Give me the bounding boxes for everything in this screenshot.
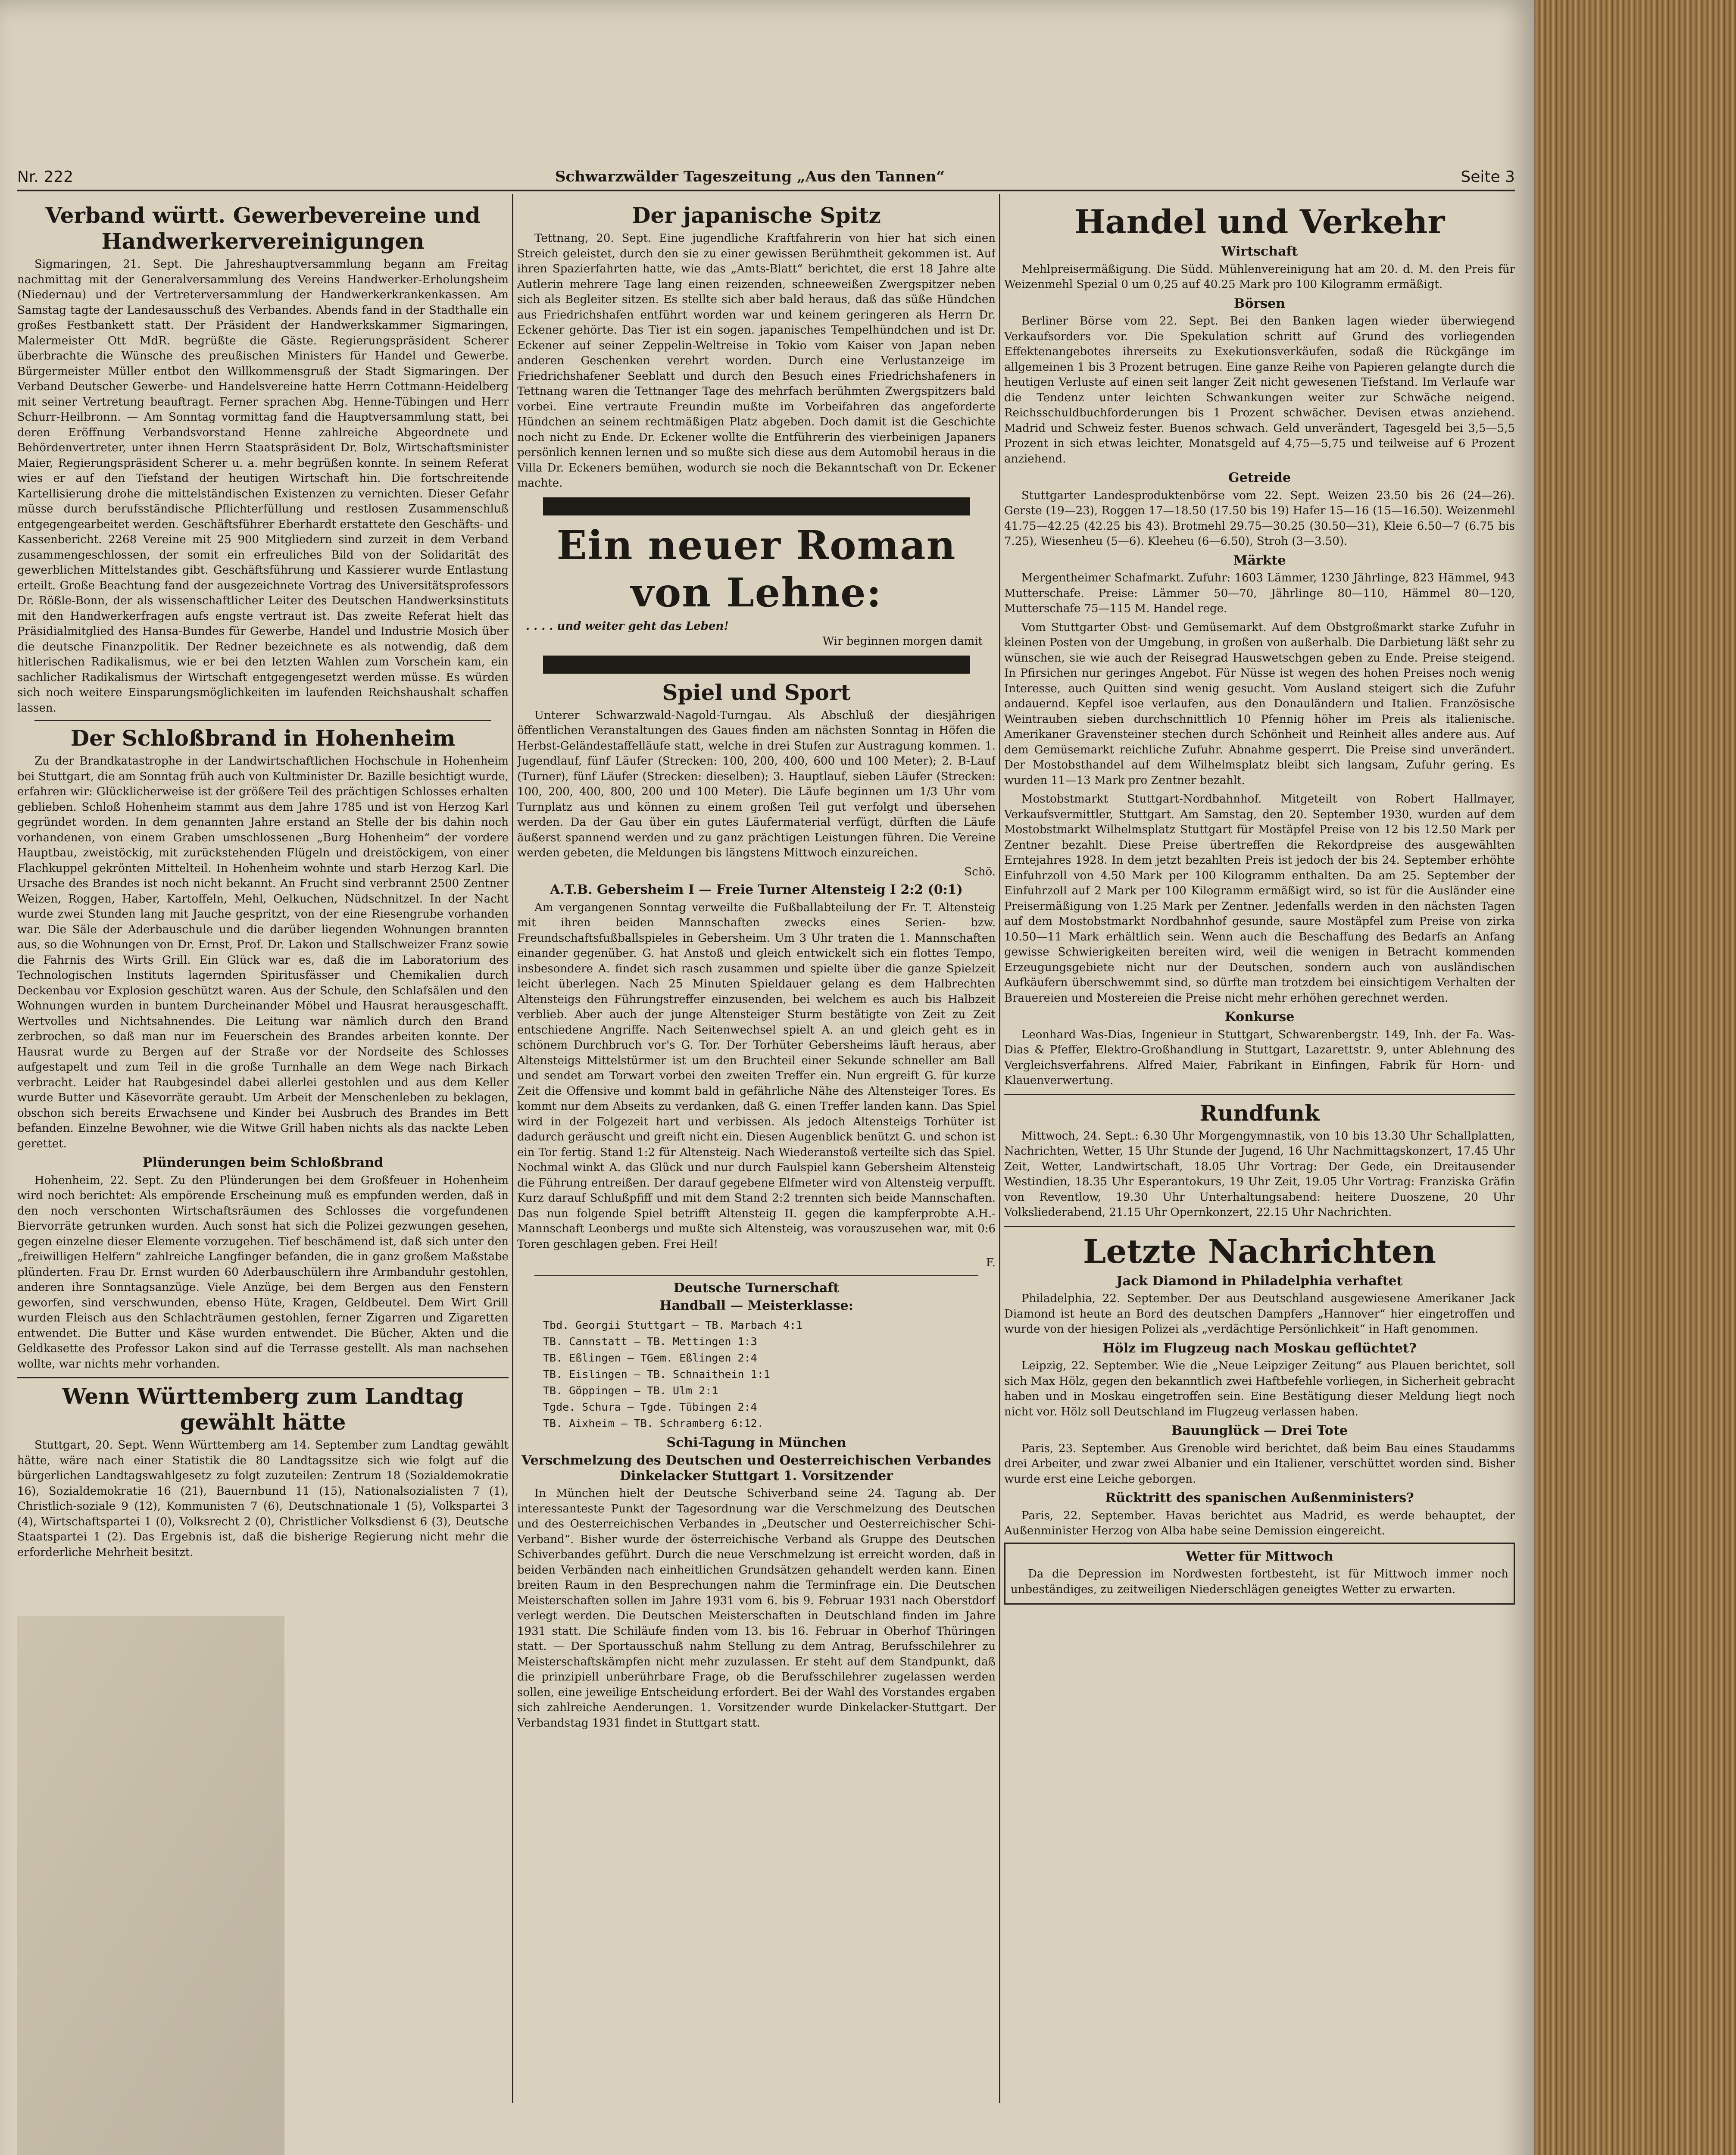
- article-title: Der Schloßbrand in Hohenheim: [70, 725, 456, 751]
- black-bar: [543, 656, 970, 674]
- article-paragraph: Leipzig, 22. September. Wie die „Neue Leipziger Zeitung“ aus Plauen berichtet, soll sich Max Hölz, gegen den bekanntlich zwei Haftbefehle vorliegen, in Sicherheit gebracht haben und in Moskau eingetroffen sein. Eine Bestätigung dieser Meldung liegt noch nicht vor. Hölz soll Deutschland im Flugzeug verlassen haben.: [1004, 1359, 1515, 1418]
- weather-title: Wetter für Mittwoch: [1186, 1549, 1333, 1564]
- result-row: Tgde. Schura — Tgde. Tübingen 2:4: [543, 1400, 757, 1413]
- advert-subtitle: . . . . und weiter geht das Leben!: [526, 619, 729, 633]
- article-subtitle: Bauunglück — Drei Tote: [1171, 1423, 1348, 1438]
- page-header: [17, 159, 1515, 191]
- page-number: Seite 3: [1461, 168, 1515, 186]
- column-2: [517, 198, 996, 2103]
- column-rule: [512, 194, 513, 2103]
- article-paragraph: Berliner Börse vom 22. Sept. Bei den Banken lagen wieder überwiegend Verkaufsorders vor. Die Spekulation schritt auf Grund des vorliegenden Effektenangebotes ihrerseits zu Exekutionsverkäufen, sodaß die Rückgänge im allgemeinen 1 bis 3 Prozent betrugen. Eine ganze Reihe von Papieren gelangte durch die heutigen Verluste auf einen seit langer Zeit nicht gewesenen Tiefstand. Im Verlaufe war die Tendenz unter leichten Schwankungen weiter zur Schwäche neigend. Reichsschuldbuchforderungen bis 1 Prozent schwächer. Devisen etwas anziehend. Madrid und Schweiz fester. Buenos schwach. Geld unverändert, Tagesgeld bei 3,5—5,5 Prozent in sich etwas leichter, Monatsgeld auf 4,75—5,75 und teilweise auf 6 Prozent anziehend.: [1004, 315, 1515, 465]
- article-paragraph: Mehlpreisermäßigung. Die Südd. Mühlenvereinigung hat am 20. d. M. den Preis für Weizenmehl Spezial 0 um 0,25 auf 40.25 Mark pro 100 Kilogramm ermäßigt.: [1004, 262, 1515, 291]
- article-paragraph: Tettnang, 20. Sept. Eine jugendliche Kraftfahrerin von hier hat sich einen Streich geleistet, durch den sie zu einer gewissen Berühmtheit gekommen ist. Auf ihren Spazierfahrten hatte, wie das „Amts-Blatt“ berichtet, die erst 18 Jahre alte Autlerin mehrere Tage lang einen reizenden, schneeweißen Zwergspitzer neben sich als Begleiter sitzen. Es stellte sich aber bald heraus, daß das süße Hündchen aus Friedrichshafen entführt worden war und keinem geringeren als Herrn Dr. Eckener gehörte. Das Tier ist ein sogen. japanisches Tempelhündchen und ist Dr. Eckener auf seiner Zeppelin-Weltreise in Tokio vom Kaiser von Japan neben anderen Geschenken verehrt worden. Durch eine Verlustanzeige im Friedrichshafener Seeblatt und durch den Besuch eines Friedrichshafeners in Tettnang waren die Tettnanger Tage des mehrfach berühmten Zwergspitzers bald vorbei. Eine vertraute Freundin mußte im Vorbeifahren das angeforderte Hündchen an seinem rechtmäßigen Platz abgeben. Doch damit ist die Geschichte noch nicht zu Ende. Dr. Eckener wollte die Entführerin des vierbeinigen Japaners persönlich kennen lernen und so mußte sich diese aus dem Automobil heraus in die Villa Dr. Eckeners bemühen, wodurch sie noch die Bekanntschaft von Dr. Eckener machte.: [517, 232, 996, 490]
- article-subtitle: Rücktritt des spanischen Außenministers?: [1105, 1490, 1414, 1505]
- article-paragraph: Am vergangenen Sonntag verweilte die Fußballabteilung der Fr. T. Altensteig mit ihren beiden Mannschaften zwecks eines Serien- bzw. Freundschaftsfußballspieles in Gebersheim. Um 3 Uhr traten die 1. Mannschaften einander gegenüber. G. hat Anstoß und gleich entwickelt sich ein flottes Tempo, insbesondere A. findet sich rasch zusammen und spielte über die ganze Spielzeit leicht überlegen. Nach 25 Minuten Spieldauer gelang es dem Halbrechten Altensteigs den Führungstreffer einzusenden, bei welchem es auch bis Halbzeit verblieb. Aber auch der junge Altensteiger Sturm bestätigte von Zeit zu Zeit entschiedene Angriffe. Nach Seitenwechsel spielt A. an und gleich geht es in schönem Durchbruch vor's G. Tor. Der Torhüter Gebersheims läuft heraus, aber Altensteigs Mittelstürmer ist um den Bruchteil einer Sekunde schneller am Ball und sendet am Torwart vorbei den zweiten Treffer ein. Nun ergreift G. für kurze Zeit die Offensive und kommt bald in gefährliche Nähe des Altensteiger Tores. Es kommt nur dem Abseits zu verdanken, daß G. einen Treffer landen kann. Das Spiel wird in der Folgezeit hart und verbissen. Als jedoch Altensteigs Torhüter ist dadurch geräuscht und greift nicht ein. Diesen Augenblick benützt G. und schon ist ein Tor fertig. Stand 1:2 für Altensteig. Nach Wiederanstoß verteilte sich das Spiel. Nochmal winkt A. das Glück und nur durch Faulspiel kann Gebersheim Altensteig die Führung entreißen. Der darauf gegebene Elfmeter wird von Altensteig verpufft. Kurz darauf Schlußpfiff und mit dem Stand 2:2 trennten sich beide Mannschaften. Das nun folgende Spiel betrifft Altensteig II. gegen die kampferprobte A.H.-Mannschaft Leonbergs und mußte sich Altensteig, was vorauszusehen war, mit 0:6 Toren geschlagen geben. Frei Heil!: [517, 901, 996, 1251]
- section-subtitle: Wirtschaft: [1221, 244, 1298, 259]
- article-subtitle: Jack Diamond in Philadelphia verhaftet: [1116, 1273, 1403, 1289]
- result-row: TB. Eßlingen — TGem. Eßlingen 2:4: [543, 1351, 757, 1364]
- black-bar: [543, 497, 970, 515]
- divider: [534, 1275, 978, 1276]
- match-heading: A.T.B. Gebersheim I — Freie Turner Altensteig I 2:2 (0:1): [550, 882, 963, 897]
- result-row: Tbd. Georgii Stuttgart — TB. Marbach 4:1: [543, 1318, 803, 1331]
- article-title: Verband württ. Gewerbevereine und Handwerkervereinigungen: [45, 203, 481, 254]
- article-paragraph: Unterer Schwarzwald-Nagold-Turngau. Als Abschluß der diesjährigen öffentlichen Veranstaltungen des Gaues finden am nächsten Sonntag in Höfen die Herbst-Geländestaffelläufe statt, welche in drei Stufen zur Austragung kommen. 1. Jugendlauf, fünf Läufer (Strecken: 100, 200, 400, 600 und 100 Meter); 2. B-Lauf (Turner), fünf Läufer (Strecken: dieselben); 3. Hauptlauf, sieben Läufer (Strecken: 100, 200, 400, 800, 200 und 100 Meter). Die Läufe beginnen um 1/3 Uhr vom Turnplatz aus und können zu einem großen Teil gut verfolgt und übersehen werden. Da der Gau über ein gutes Läufermaterial verfügt, dürften die Läufe äußerst spannend werden und zu ganz prächtigen Leistungen führen. Die Vereine werden gebeten, die Meldungen bis längstens Mittwoch einzureichen.: [517, 709, 996, 859]
- section-subtitle: Börsen: [1234, 296, 1285, 311]
- results-list: [543, 1317, 970, 1432]
- masthead: Schwarzwälder Tageszeitung „Aus den Tannen“: [555, 168, 945, 185]
- weather-box: [1004, 1543, 1515, 1605]
- section-title: Letzte Nachrichten: [1083, 1232, 1436, 1271]
- result-row: TB. Cannstatt — TB. Mettingen 1:3: [543, 1335, 757, 1348]
- weather-text: Da die Depression im Nordwesten fortbesteht, ist für Mittwoch immer noch unbeständiges, zu zeitweiligen Niederschlägen geneigtes Wetter zu erwarten.: [1011, 1568, 1508, 1596]
- article-paragraph: Leonhard Was-Dias, Ingenieur in Stuttgart, Schwarenbergstr. 149, Inh. der Fa. Was-Dias & Pfeffer, Elektro-Großhandlung in Stuttgart, Lazarettstr. 9, unter Ablehnung des Vergleichsverfahrens. Alfred Maier, Fabrikant in Einfingen, Fabrik für Horn- und Klauenverwertung.: [1004, 1028, 1515, 1087]
- article-paragraph: Paris, 22. September. Havas berichtet aus Madrid, es werde behauptet, der Außenminister Herzog von Alba habe seine Demission eingereicht.: [1004, 1509, 1515, 1537]
- results-subtitle: Handball — Meisterklasse:: [659, 1298, 853, 1313]
- divider: [17, 1377, 509, 1378]
- issue-number: Nr. 222: [17, 168, 74, 186]
- article-paragraph: Stuttgart, 20. Sept. Wenn Württemberg am 14. September zum Landtag gewählt hätte, wäre nach einer Statistik die 80 Landtagssitze sich wie folgt auf die bürgerlichen Landtagswahlgesetz zu folgt zuzuteilen: Zentrum 18 (Sozialdemokratie 16), Sozialdemokratie 16 (21), Bauernbund 11 (15), Nationalsozialisten 7 (1), Christlich-soziale 9 (12), Kommunisten 7 (6), Deutschnationale 1 (5), Volkspartei 3 (4), Wirtschaftspartei 1 (0), Volksrecht 2 (0), Christlicher Volksdienst 6 (3), Deutsche Staatspartei 1 (2). Das Ergebnis ist, daß die bisherige Regierung nicht mehr die erforderliche Mehrheit besitzt.: [17, 1439, 509, 1559]
- article-paragraph: Philadelphia, 22. September. Der aus Deutschland ausgewiesene Amerikaner Jack Diamond ist heute an Bord des deutschen Dampfers „Hannover“ hier eingetroffen und wurde von der hiesigen Polizei als „verdächtige Persönlichkeit“ in Haft genommen.: [1004, 1292, 1515, 1336]
- column-rule: [999, 194, 1000, 2103]
- article-paragraph: Mittwoch, 24. Sept.: 6.30 Uhr Morgengymnastik, von 10 bis 13.30 Uhr Schallplatten, Nachrichten, Wetter, 15 Uhr Stunde der Jugend, 16 Uhr Nachmittagskonzert, 17.45 Uhr Zeit, Wetter, Landwirtschaft, 18.05 Uhr Vortrag: Der Gede, ein Dreitausender Westindien, 18.35 Uhr Esperantokurs, 19 Uhr Zeit, 19.05 Uhr Vortrag: Franziska Gräfin von Reventlow, 19.30 Uhr Unterhaltungsabend: heitere Duoszene, 20 Uhr Volksliederabend, 21.15 Uhr Opernkonzert, 22.15 Uhr Nachrichten.: [1004, 1129, 1515, 1219]
- article-paragraph: Mostobstmarkt Stuttgart-Nordbahnhof. Mitgeteilt von Robert Hallmayer, Verkaufsvermittler, Stuttgart. Am Samstag, den 20. September 1930, wurden auf dem Mostobstmarkt Wilhelmsplatz Stuttgart für Mostäpfel Preise von 12 bis 12.50 Mark per Zentner bezahlt. Diese Preise übertreffen die Rekordpreise des ausgewählten Erntejahres 1928. In dem jetzt bezahlten Preis ist jedoch der bis 24. September erhöhte Einfuhrzoll von 4.50 Mark per 100 Kilogramm enthalten. Da am 25. September der Einfuhrzoll auf 2 Mark per 100 Kilogramm ermäßigt wird, so ist für die Ausländer eine Preisermäßigung von 1.25 Mark per Zentner. Jedenfalls werden in den nächsten Tagen auf dem Mostobstmarkt Nordbahnhof gesunde, saure Mostäpfel zum Preise von zirka 10.50—11 Mark erhältlich sein. Wenn auch die Beschaffung des Bedarfs an Anfang gewisse Schwierigkeiten bereiten wird, weil die wenigen in Betracht kommenden Erzeugungsgebiete nicht nur der Deutschen, sondern auch von ausländischen Aufkäufern überschwemmt sind, so dürfte man trotzdem bei einsichtigem Verhalten der Brauereien und Mostereien die Preise nicht mehr erhöhen gerechnet werden.: [1004, 793, 1515, 1005]
- article-title: Wenn Württemberg zum Landtag gewählt hätte: [62, 1384, 464, 1435]
- article-subtitle: Hölz im Flugzeug nach Moskau geflüchtet?: [1102, 1340, 1417, 1356]
- section-subtitle: Konkurse: [1224, 1009, 1295, 1024]
- results-title: Deutsche Turnerschaft: [673, 1280, 840, 1296]
- book-spine: [1534, 0, 1736, 2155]
- advert-note: Wir beginnen morgen damit: [822, 635, 983, 648]
- result-row: TB. Eislingen — TB. Schnaithein 1:1: [543, 1368, 770, 1380]
- divider: [1004, 1094, 1515, 1095]
- article-paragraph: Vom Stuttgarter Obst- und Gemüsemarkt. Auf dem Obstgroßmarkt starke Zufuhr in kleinen Posten von der Umgebung, in großen von außerhalb. Die Darbietung läßt sehr zu wünschen, sie wie auch der Reisegrad Hauswetschgen geben zu Ende. Preise steigend. In Pfirsichen nur geringes Angebot. Für Nüsse ist wegen des hohen Preises noch wenig Interesse, auch Quitten sind wenig gesucht. Vom Ausland steigert sich die Zufuhr andauernd. Kepfel isoe verlaufen, aus den Donauländern und Italien. Französische Weintrauben sieben durchschnittlich 10 Pfennig höher im Preis als italienische. Amerikaner Gravensteiner stechen durch Schönheit und Reinheit alles andere aus. Auf dem Gemüsemarkt reichliche Zufuhr. Abnahme gesperrt. Die Preise sind unverändert. Der Mostobsthandel auf dem Wilhelmsplatz bleibt sich langsam, Zufuhr gering. Es wurden 11—13 Mark pro Zentner bezahlt.: [1004, 621, 1515, 787]
- article-title: Schi-Tagung in München: [666, 1435, 846, 1450]
- article-title: Der japanische Spitz: [632, 203, 881, 228]
- advert-title: Ein neuer Roman von Lehne:: [556, 522, 956, 616]
- section-title: Spiel und Sport: [662, 679, 851, 705]
- signature: Schö.: [964, 865, 996, 878]
- column-1: [17, 198, 509, 2103]
- divider: [34, 720, 491, 721]
- article-paragraph: Sigmaringen, 21. Sept. Die Jahreshauptversammlung begann am Freitag nachmittag mit der Generalversammlung des Vereins Handwerker-Erholungsheim (Niedernau) und der Vertreterversammlung der Handwerkerkrankenkassen. Am Samstag tagte der Landesausschuß des Verbandes. Abends fand in der Stadthalle ein großes Festbankett statt. Der Präsident der Handwerkskammer Sigmaringen, Malermeister Ott MdR. begrüßte die Gäste. Regierungspräsident Scherer überbrachte die Wünsche des preußischen Ministers für Handel und Gewerbe. Bürgermeister Müller entbot den Willkommensgruß der Stadt Sigmaringen. Der Verband Deutscher Gewerbe- und Handelsvereine hatte Herrn Cottmann-Heidelberg mit seiner Vertretung beauftragt. Ferner sprachen Abg. Henne-Tübingen und Herr Schurr-Heilbronn. — Am Sonntag vormittag fand die Hauptversammlung statt, bei deren Eröffnung Verbandsvorstand Henne zahlreiche Abgeordnete und Behördenvertreter, unter ihnen Herrn Staatspräsident Dr. Bolz, Wirtschaftsminister Maier, Regierungspräsident Scherer u. a. mehr begrüßen konnte. In seinem Referat wies er auf den Tiefstand der heutigen Wirtschaft hin. Die fortschreitende Kartellisierung drohe die mittelständischen Existenzen zu vernichten. Dieser Gefahr müsse durch berufsständische Pflichterfüllung und restlosen Zusammenschluß entgegengearbeitet werden. Geschäftsführer Eberhardt erstattete den Geschäfts- und Kassenbericht. 2268 Vereine mit 25 900 Mitgliedern sind zurzeit in dem Verband zusammengeschlossen, der somit ein erfreuliches Bild von der Solidarität des gewerblichen Mittelstandes gibt. Geschäftsführung und Kassierer wurde Entlastung erteilt. Große Beachtung fand der ausgezeichnete Vortrag des Universitätsprofessors Dr. Rößle-Bonn, der als wissenschaftlicher Leiter des Deutschen Handwerksinstituts mit den Handwerkerfragen aufs engste vertraut ist. Das zweite Referat hielt das Präsidialmitglied des Hansa-Bundes für Gewerbe, Handel und Industrie Mosich über die deutsche Finanzpolitik. Der Redner bezeichnete es als notwendig, daß dem hitlerischen Radikalismus, wie er bei den letzten Wahlen zum Vorschein kam, ein sachlicher Radikalismus der Wirtschaft entgegengesetzt werden müsse. Es würden sich noch weitere Einsparungsmöglichkeiten im laufenden Reichshaushalt schaffen lassen.: [17, 258, 509, 715]
- article-paragraph: In München hielt der Deutsche Schiverband seine 24. Tagung ab. Der interessanteste Punkt der Tagesordnung war die Verschmelzung des Deutschen und des Oesterreichischen Verbandes in „Deutscher und Oesterreichischer Schi-Verband“. Bisher wurde der österreichische Verband als Gruppe des Deutschen Schiverbandes geführt. Durch die neue Verschmelzung ist erreicht worden, daß in beiden Verbänden nach einheitlichen Grundsätzen gehandelt werden kann. Einen breiten Raum in den Besprechungen nahm die Terminfrage ein. Die Deutschen Meisterschaften sollen im Jahre 1931 vom 6. bis 9. Februar 1931 nach Oberstdorf verlegt werden. Die Deutschen Meisterschaften in Deutschland finden im Jahre 1931 statt. Die Schiläufe finden vom 13. bis 16. Februar in Oberhof Thüringen statt. — Der Sportausschuß nahm Stellung zu dem Antrag, Berufsschilehrer zu Meisterschaftskämpfen nicht mehr zuzulassen. Er steht auf dem Standpunkt, daß die prinzipiell unberührbare Frage, ob die Berufsschilehrer zugelassen werden sollen, eine jeweilige Entscheidung erfordert. Bei der Wahl des Vorstandes ergaben sich zahlreiche Aenderungen. 1. Vorsitzender wurde Dinkelacker-Stuttgart. Der Verbandstag 1931 findet in Stuttgart statt.: [517, 1487, 996, 1730]
- article-subtitle: Verschmelzung des Deutschen und Oesterreichischen Verbandes Dinkelacker Stuttgart 1. Vorsitzender: [521, 1453, 991, 1484]
- section-title: Handel und Verkehr: [1074, 203, 1445, 241]
- article-paragraph: Zu der Brandkatastrophe in der Landwirtschaftlichen Hochschule in Hohenheim bei Stuttgart, die am Sonntag früh auch von Kultminister Dr. Bazille besichtigt wurde, erfahren wir: Glücklicherweise ist der größere Teil des prächtigen Schlosses erhalten geblieben. Schloß Hohenheim stammt aus dem Jahre 1785 und ist von Herzog Karl gegründet worden. In dem genannten Jahre erstand an Stelle der bis dahin noch vorhandenen, von einem Graben umschlossenen „Burg Hohenheim“ der vordere Hauptbau, zweistöckig, mit zurückstehenden Flügeln und dreistöckigem, von einer Flachkuppel gekrönten Mittelteil. In Hohenheim wohnte und starb Herzog Karl. Die Ursache des Brandes ist noch nicht bekannt. An Frucht sind verbrannt 2500 Zentner Weizen, Roggen, Haber, Kartoffeln, Mehl, Oelkuchen, Nüdschnitzel. In der Nacht wurde zwei Stunden lang mit Jauche gespritzt, von der eine Riesengrube vorhanden war. Die Säle der Aderbauschule und die darüber liegenden Wohnungen brannten aus, so die Wohnungen von Dr. Ernst, Prof. Dr. Lakon und Stallschweizer Franz sowie die Fahrnis des Wirts Grill. Ein Glück war es, daß die im Laboratorium des Technologischen Instituts lagernden Spiritusfässer und Chemikalien durch Deckenbau vor Explosion geschützt waren. Aus der Schule, den Schlafsälen und den Wohnungen wurden in buntem Durcheinander Möbel und Hausrat herausgeschafft. Wertvolles und Nichtsahnendes. Die Leitung war nämlich durch den Brand zerbrochen, so daß man nur im Feuerschein des Brandes arbeiten konnte. Der Hausrat wurde zu Bergen auf der Straße vor der Nordseite des Schlosses aufgestapelt und zum Teil in die große Turnhalle an dem Wege nach Birkach verbracht. Leider hat Raubgesindel dabei allerlei gestohlen und aus dem Keller wurde Butter und Käsevorräte geraubt. Um Arbeit der Menschenleben zu beklagen, obschon sich bereits Erwachsene und Kinder bei Ausbruch des Brandes im Bett befanden. Einzelne Bewohner, wie die Witwe Grill haben nichts als das nackte Leben gerettet.: [17, 755, 509, 1150]
- article-paragraph: Mergentheimer Schafmarkt. Zufuhr: 1603 Lämmer, 1230 Jährlinge, 823 Hämmel, 943 Mutterschafe. Preise: Lämmer 50—70, Jährlinge 80—110, Hämmel 80—120, Mutterschafe 75—115 M. Handel rege.: [1004, 572, 1515, 615]
- article-paragraph: Stuttgarter Landesproduktenbörse vom 22. Sept. Weizen 23.50 bis 26 (24—26). Gerste (19—23), Roggen 17—18.50 (17.50 bis 19) Hafer 15—16 (15—16.50). Weizenmehl 41.75—42.25 (42.25 bis 43). Brotmehl 29.75—30.25 (30.50—31), Kleie 6.50—7 (6.75 bis 7.25), Wiesenheu (5—6). Kleeheu (6—6.50), Stroh (3—3.50).: [1004, 489, 1515, 548]
- result-row: TB. Göppingen — TB. Ulm 2:1: [543, 1384, 718, 1397]
- signature: F.: [986, 1256, 996, 1269]
- article-paragraph: Paris, 23. September. Aus Grenoble wird berichtet, daß beim Bau eines Staudamms drei Arbeiter, und zwar zwei Albanier und ein Italiener, verschüttet worden sind. Bisher wurde erst eine Leiche geborgen.: [1004, 1442, 1515, 1486]
- section-title: Rundfunk: [1199, 1100, 1320, 1126]
- result-row: TB. Aixheim — TB. Schramberg 6:12.: [543, 1417, 764, 1430]
- article-subtitle: Plünderungen beim Schloßbrand: [143, 1155, 383, 1170]
- section-subtitle: Märkte: [1233, 553, 1286, 568]
- article-paragraph: Hohenheim, 22. Sept. Zu den Plünderungen bei dem Großfeuer in Hohenheim wird noch berichtet: Als empörende Erscheinung muß es empfunden werden, daß in den noch verschonten Wirtschaftsräumen des Schlosses die vorgefundenen Biervorräte getrunken wurden. Auch sonst hat sich die Polizei gezwungen gesehen, gegen einzelne dieser Elemente vorzugehen. Tief beschämend ist, daß sich unter den „freiwilligen Helfern“ zahlreiche Langfinger befanden, die in ganz großem Maßstabe plünderten. Frau Dr. Ernst wurden 60 Aderbauschülern ihre Armbanduhr gestohlen, anderen ihre Sonntagsanzüge. Viele Anzüge, bei dem Bergen aus den Fenstern geworfen, sind verschwunden, ebenso Hüte, Kragen, Geldbeutel. Dem Wirt Grill wurden Fleisch aus den Schlachträumen gestohlen, ferner Zigarren und Zigaretten entwendet. Die Butter und Käse wurden entwendet. Die Bücher, Akten und die Geldkasette des Professor Lakon sind auf die Terrasse gestellt. Als man nachsehen wollte, war nichts mehr vorhanden.: [17, 1174, 509, 1371]
- column-3: [1004, 198, 1515, 2103]
- section-subtitle: Getreide: [1228, 470, 1291, 485]
- divider: [1004, 1226, 1515, 1227]
